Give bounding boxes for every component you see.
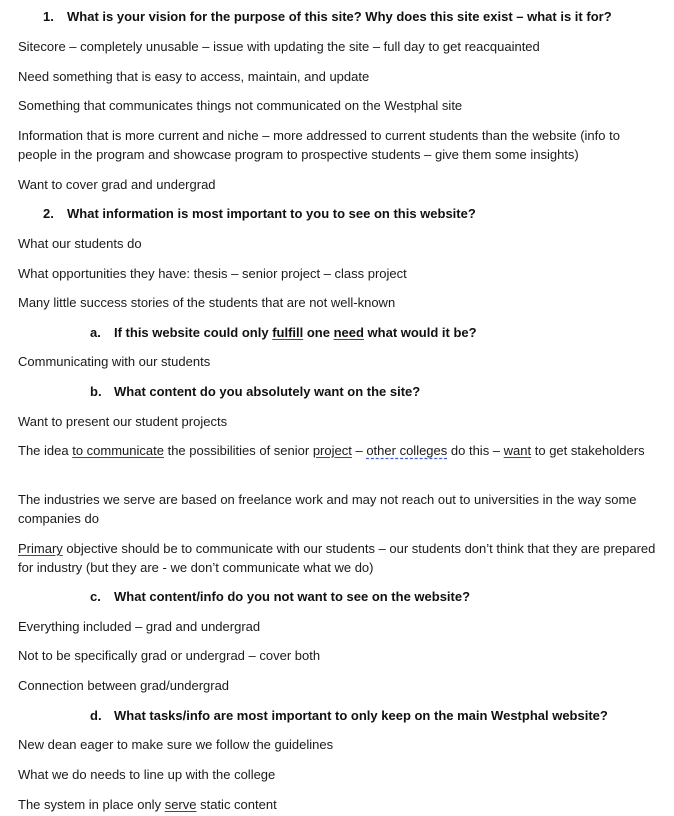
question-1-number: 1. bbox=[43, 9, 54, 24]
question-a bbox=[90, 323, 674, 342]
answer-line: Want to cover grad and undergrad bbox=[18, 177, 216, 192]
answer-line: Information that is more current and niche – more addressed to current students than the website (info to people in the program and showcase program to prospective students – give them some insights) bbox=[18, 128, 620, 162]
question-c-text: What content/info do you not want to see on the website? bbox=[114, 589, 471, 604]
question-b bbox=[90, 382, 674, 401]
question-a-text: what would it be? bbox=[363, 325, 477, 340]
answer-line: What we do needs to line up with the college bbox=[18, 767, 276, 782]
question-a-text: If this website could only bbox=[114, 325, 273, 340]
question-a-text: one bbox=[303, 325, 334, 340]
question-b-number: b. bbox=[90, 384, 102, 399]
answer-line: New dean eager to make sure we follow the guidelines bbox=[18, 737, 334, 752]
question-d-text: What tasks/info are most important to only keep on the main Westphal website? bbox=[114, 708, 608, 723]
answer-line: Everything included – grad and undergrad bbox=[18, 619, 261, 634]
answer-line: What opportunities they have: thesis – senior project – class project bbox=[18, 266, 407, 281]
question-2-text: What information is most important to you to see on this website? bbox=[67, 206, 476, 221]
question-c-number: c. bbox=[90, 589, 101, 604]
answer-line: Need something that is easy to access, maintain, and update bbox=[18, 69, 370, 84]
question-2-number: 2. bbox=[43, 206, 54, 221]
answer-line: Sitecore – completely unusable – issue with updating the site – full day to get reacquainted bbox=[18, 39, 540, 54]
answer-line: Want to present our student projects bbox=[18, 414, 228, 429]
answer-line: Connection between grad/undergrad bbox=[18, 678, 230, 693]
question-d-number: d. bbox=[90, 708, 102, 723]
question-1-text: What is your vision for the purpose of this site? Why does this site exist – what is it for? bbox=[67, 9, 612, 24]
grammar-flag: Primary bbox=[18, 541, 63, 556]
grammar-flag: project bbox=[312, 443, 352, 458]
style-flag: other colleges bbox=[366, 443, 448, 458]
grammar-flag: want bbox=[503, 443, 532, 458]
grammar-flag: serve bbox=[164, 797, 197, 812]
answer-line: Not to be specifically grad or undergrad – cover both bbox=[18, 648, 321, 663]
answer-line: Many little success stories of the students that are not well-known bbox=[18, 295, 396, 310]
answer-line: Something that communicates things not communicated on the Westphal site bbox=[18, 98, 463, 113]
question-c bbox=[90, 587, 674, 606]
question-a-number: a. bbox=[90, 325, 101, 340]
question-2 bbox=[43, 204, 674, 223]
question-d bbox=[90, 706, 674, 725]
grammar-flag: to communicate bbox=[72, 443, 164, 458]
answer-line: Primary objective should be to communicate with our students – our students don’t think that they are prepared for industry (but they are - we don’t communicate what we do) bbox=[18, 541, 656, 575]
question-b-text: What content do you absolutely want on the site? bbox=[114, 384, 421, 399]
question-1 bbox=[43, 7, 674, 26]
answer-line: The idea to communicate the possibilities of senior project – other colleges do this – want to get stakeholders bbox=[18, 443, 645, 458]
answer-line: The industries we serve are based on freelance work and may not reach out to universities in the way some companies do bbox=[18, 492, 637, 526]
grammar-flag: need bbox=[333, 325, 364, 340]
answer-line: Communicating with our students bbox=[18, 354, 211, 369]
grammar-flag: fulfill bbox=[272, 325, 304, 340]
answer-line: What our students do bbox=[18, 236, 142, 251]
answer-line: The system in place only serve static content bbox=[18, 797, 277, 812]
